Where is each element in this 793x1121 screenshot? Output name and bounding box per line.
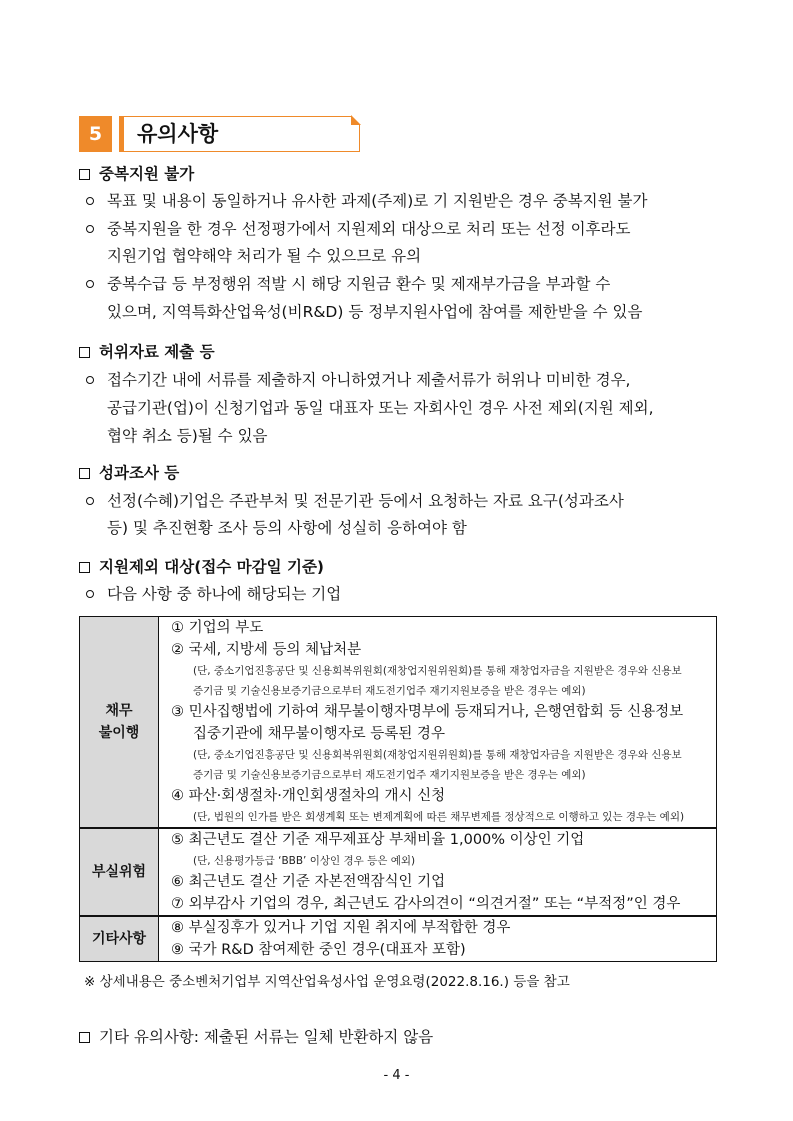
bullet-continuation: 있으며, 지역특화산업육성(비R&D) 등 정부지원사업에 참여를 제한받을 수 있음 — [107, 303, 643, 321]
bullet-line: 선정(수혜)기업은 주관부처 및 전문기관 등에서 요청하는 자료 요구(성과조사 — [86, 490, 624, 512]
bullet-continuation: 등) 및 추진현황 조사 등의 사항에 성실히 응하여야 함 — [107, 519, 467, 537]
section-header — [79, 116, 360, 152]
bullet-line: 목표 및 내용이 동일하거나 유사한 과제(주제)로 기 지원받은 경우 중복지원 불가 — [86, 190, 648, 212]
table-row — [80, 828, 717, 916]
heading-duplicate-support: 중복지원 불가 — [79, 163, 194, 185]
exclusion-table — [79, 616, 717, 962]
items-cell — [159, 916, 717, 962]
items-cell — [159, 617, 717, 829]
table-row — [80, 916, 717, 962]
table-item: ⑧ 부실징후가 있거나 기업 지원 취지에 부적합한 경우 — [171, 920, 511, 936]
bullet-line: 중복지원을 한 경우 선정평가에서 지원제외 대상으로 처리 또는 선정 이후라도 — [86, 218, 630, 240]
table-item-note: (단, 중소기업진흥공단 및 신용회복위원회(재창업지원위원회)를 통해 재창업자금을 지원받은 경우와 신용보 — [193, 749, 682, 761]
section-title: 유의사항 — [137, 122, 219, 146]
square-bullet-icon — [79, 562, 90, 573]
folded-corner-icon — [351, 115, 361, 125]
page-number: - 4 - — [383, 1068, 410, 1083]
table-item: ② 국세, 지방세 등의 체납처분 — [171, 642, 362, 658]
circle-bullet-icon — [86, 225, 94, 233]
circle-bullet-icon — [86, 497, 94, 505]
category-cell: 채무 불이행 — [80, 617, 159, 829]
bullet-continuation: 공급기관(업)이 신청기업과 동일 대표자 또는 자회사인 경우 사전 제외(지원 제외, — [107, 399, 654, 417]
table-item-note: (단, 중소기업진흥공단 및 신용회복위원회(재창업지원위원회)를 통해 재창업자금을 지원받은 경우와 신용보 — [193, 665, 682, 677]
table-item-note: (단, 법원의 인가를 받은 회생계획 또는 변제계획에 따른 채무변제를 정상적으로 이행하고 있는 경우는 예외) — [193, 811, 685, 823]
table-item: ④ 파산·회생절차·개인회생절차의 개시 신청 — [171, 788, 446, 804]
table-item-note: (단, 신용평가등급 ‘BBB’ 이상인 경우 등은 예외) — [193, 855, 416, 867]
table-item-note: 증기금 및 기술신용보증기금으로부터 재도전기업주 재기지원보증을 받은 경우는 예외) — [193, 685, 586, 697]
bullet-line: 접수기간 내에 서류를 제출하지 아니하였거나 제출서류가 허위나 미비한 경우, — [86, 369, 630, 391]
circle-bullet-icon — [86, 376, 94, 384]
final-note: 기타 유의사항: 제출된 서류는 일체 반환하지 않음 — [79, 1026, 433, 1048]
circle-bullet-icon — [86, 590, 94, 598]
table-item: ⑨ 국가 R&D 참여제한 중인 경우(대표자 포함) — [171, 942, 466, 958]
table-item-note: 증기금 및 기술신용보증기금으로부터 재도전기업주 재기지원보증을 받은 경우는 예외) — [193, 769, 586, 781]
section-number: 5 — [79, 116, 112, 152]
bullet-continuation: 지원기업 협약해약 처리가 될 수 있으므로 유의 — [107, 247, 422, 265]
bullet-line: 중복수급 등 부정행위 적발 시 해당 지원금 환수 및 제재부가금을 부과할 수 — [86, 273, 610, 295]
table-item: ⑤ 최근년도 결산 기준 재무제표상 부채비율 1,000% 이상인 기업 — [171, 832, 585, 848]
bullet-line: 다음 사항 중 하나에 해당되는 기업 — [86, 583, 341, 605]
table-item: ③ 민사집행법에 기하여 채무불이행자명부에 등재되거나, 은행연합회 등 신용정보 — [171, 704, 684, 720]
category-cell: 부실위험 — [80, 828, 159, 916]
square-bullet-icon — [79, 468, 90, 479]
category-cell: 기타사항 — [80, 916, 159, 962]
square-bullet-icon — [79, 1032, 90, 1043]
heading-exclusion-targets: 지원제외 대상(접수 마감일 기준) — [79, 556, 324, 578]
heading-performance-survey: 성과조사 등 — [79, 462, 179, 484]
table-row — [80, 617, 717, 829]
circle-bullet-icon — [86, 280, 94, 288]
circle-bullet-icon — [86, 197, 94, 205]
table-item: ⑥ 최근년도 결산 기준 자본전액잠식인 기업 — [171, 874, 446, 890]
square-bullet-icon — [79, 169, 90, 180]
items-cell — [159, 828, 717, 916]
table-item: ⑦ 외부감사 기업의 경우, 최근년도 감사의견이 “의견거절” 또는 “부적정”인 경우 — [171, 896, 681, 912]
heading-false-documents: 허위자료 제출 등 — [79, 341, 215, 363]
reference-note: ※ 상세내용은 중소벤처기업부 지역산업육성사업 운영요령(2022.8.16.) 등을 참고 — [84, 974, 570, 990]
section-title-box — [119, 116, 360, 152]
table-item: ① 기업의 부도 — [171, 620, 264, 636]
table-item: 집중기관에 채무불이행자로 등록된 경우 — [193, 726, 445, 742]
bullet-continuation: 협약 취소 등)될 수 있음 — [107, 427, 268, 445]
square-bullet-icon — [79, 347, 90, 358]
